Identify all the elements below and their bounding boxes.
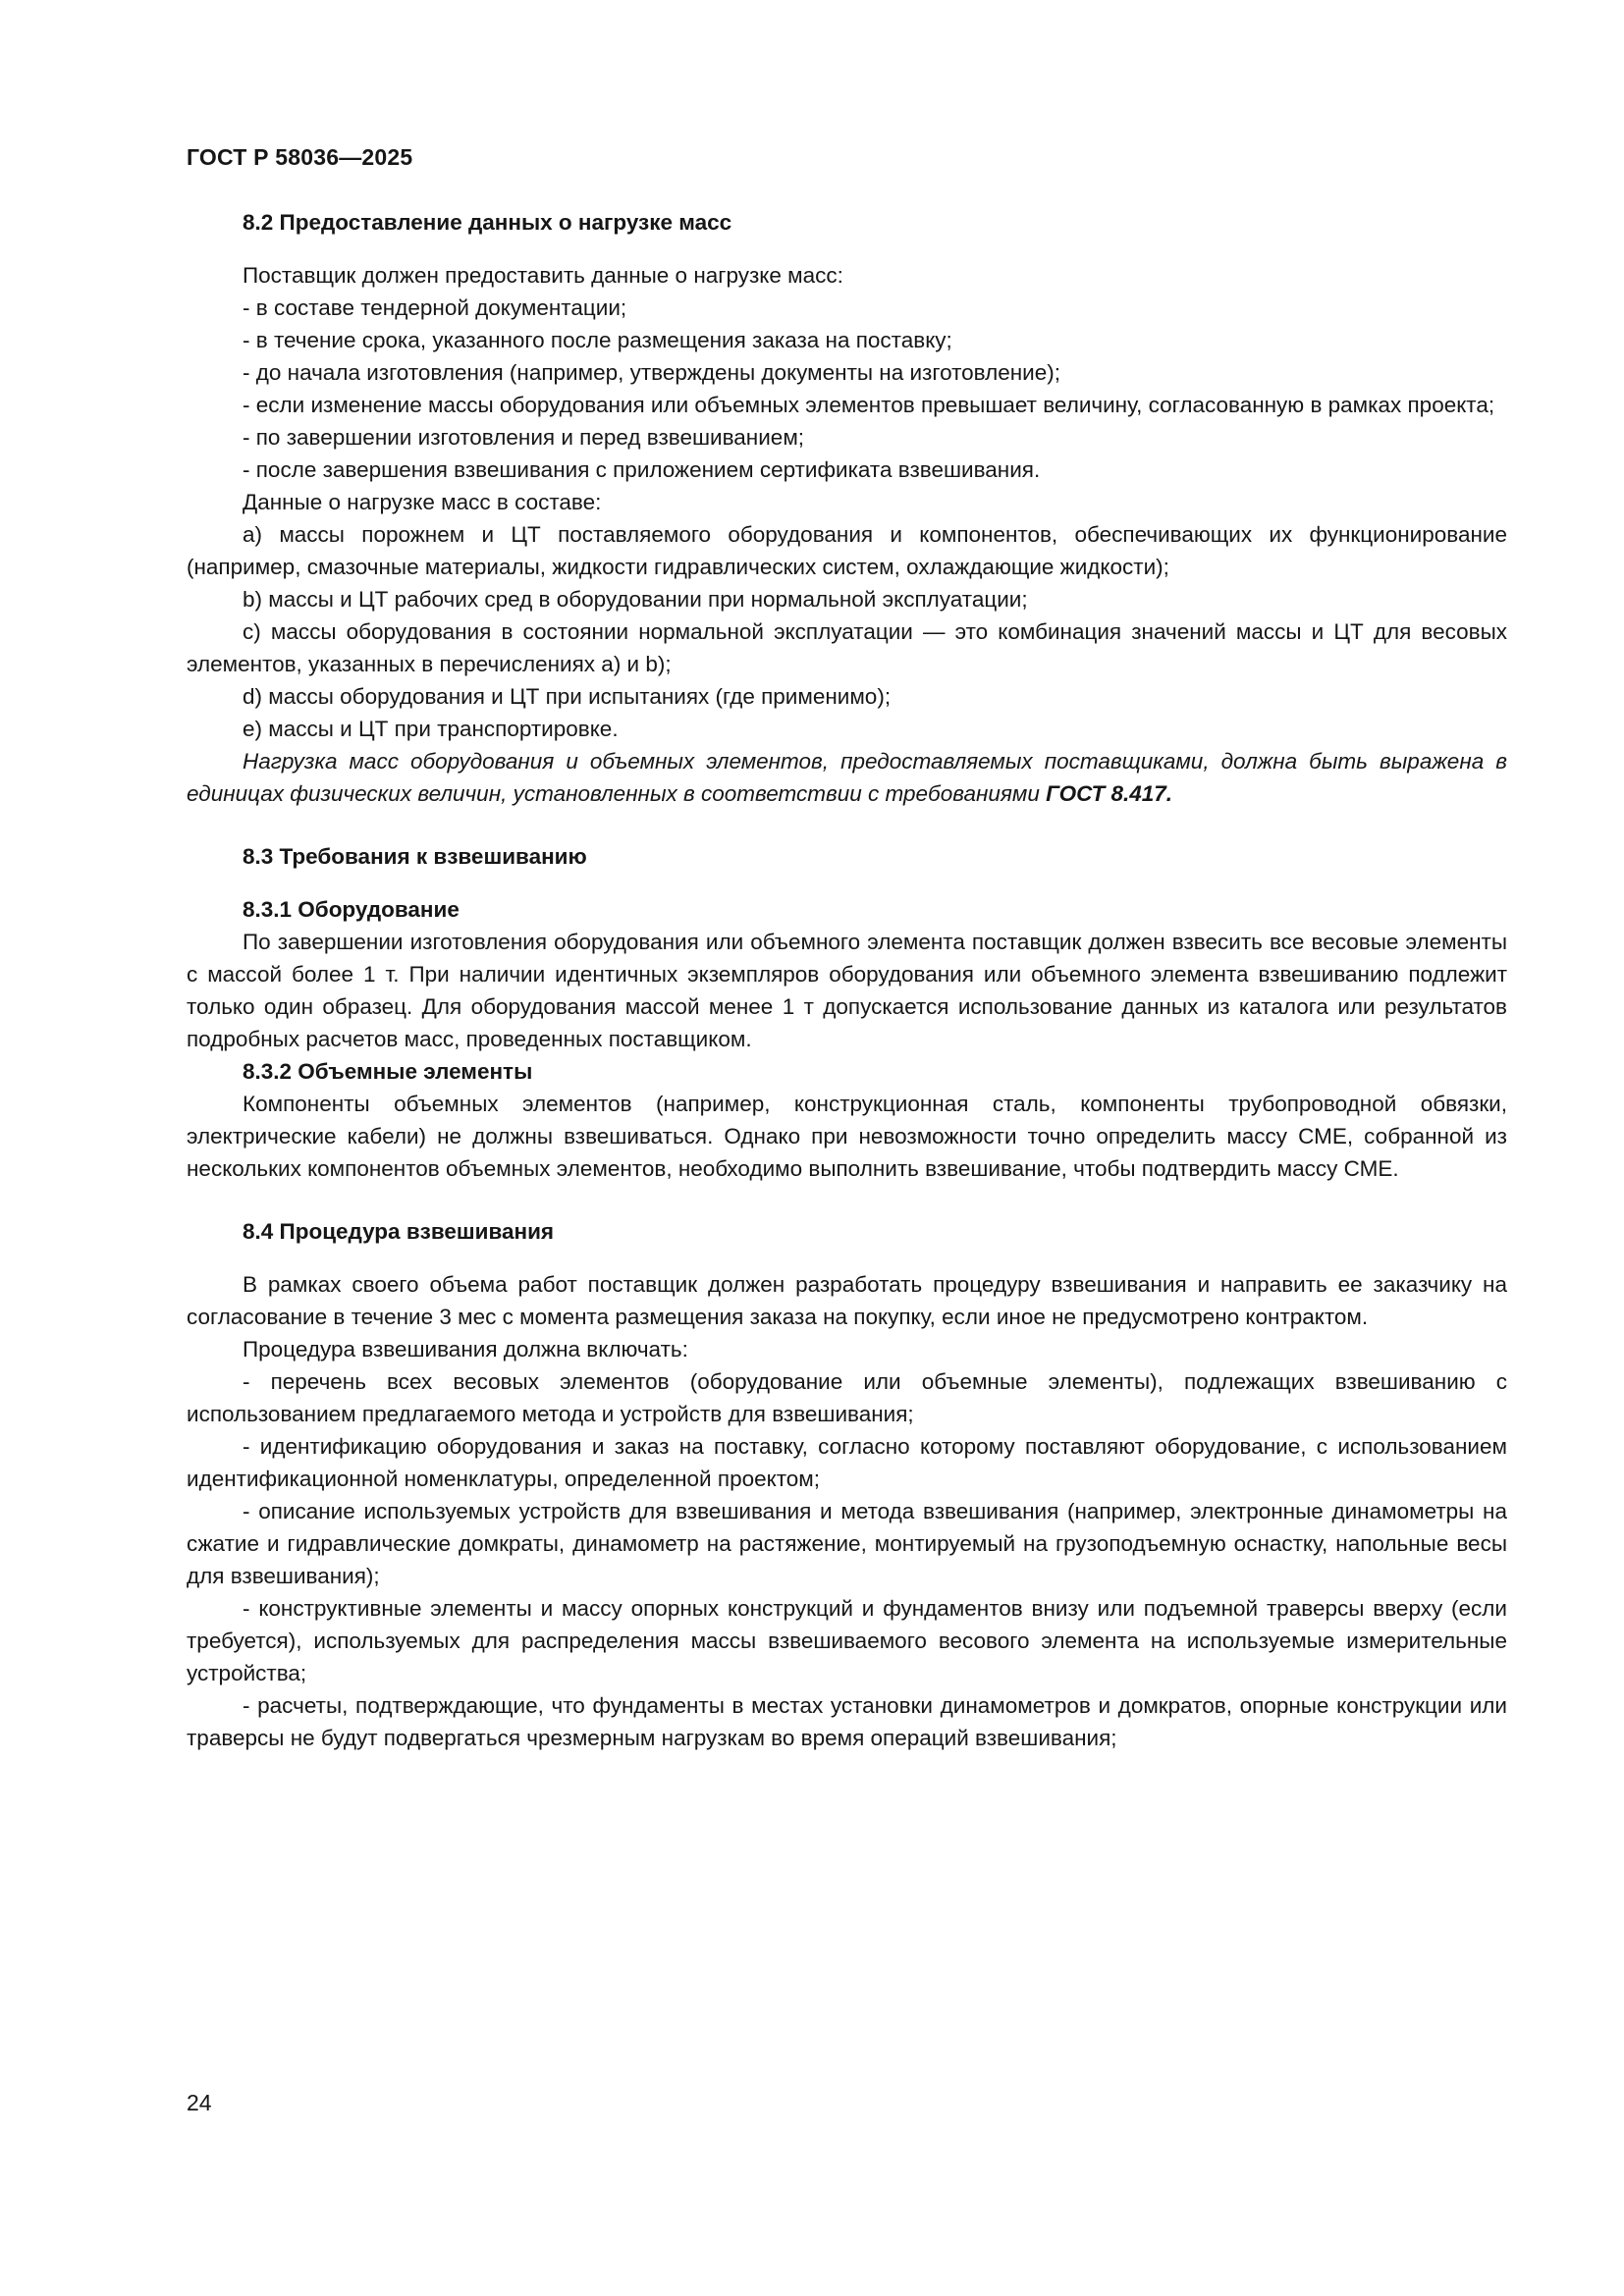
paragraph: Данные о нагрузке масс в составе: <box>243 490 602 514</box>
paragraph: - идентификацию оборудования и заказ на поставку, согласно которому поставляют оборудование, с использованием идентификационной номенклатуры, определенной проектом; <box>187 1434 1507 1491</box>
paragraph: По завершении изготовления оборудования или объемного элемента поставщик должен взвесить все весовые элементы с массой более 1 т. При наличии идентичных экземпляров оборудования или объемного элемента взвешиванию подлежит только один образец. Для оборудования массой менее 1 т допускается использование данных из каталога или результатов подробных расчетов масс, проведенных поставщиком. <box>187 930 1507 1051</box>
paragraph: b) массы и ЦТ рабочих сред в оборудовании при нормальной эксплуатации; <box>243 587 1028 612</box>
paragraph: - расчеты, подтверждающие, что фундаменты в местах установки динамометров и домкратов, опорные конструкции или траверсы не будут подвергаться чрезмерным нагрузкам во время операций взвешивания; <box>187 1693 1507 1750</box>
subsection-heading: 8.3.1 Оборудование <box>243 897 460 922</box>
paragraph: а) массы порожнем и ЦТ поставляемого оборудования и компонентов, обеспечивающих их функционирование (например, смазочные материалы, жидкости гидравлических систем, охлаждающие жидкости); <box>187 522 1507 579</box>
paragraph: Процедура взвешивания должна включать: <box>243 1337 688 1362</box>
paragraph: d) массы оборудования и ЦТ при испытаниях (где применимо); <box>243 684 892 709</box>
paragraph: В рамках своего объема работ поставщик должен разработать процедуру взвешивания и направить ее заказчику на согласование в течение 3 мес с момента размещения заказа на покупку, если иное не предусмотрено контрактом. <box>187 1272 1507 1329</box>
note-paragraph: Нагрузка масс оборудования и объемных элементов, предоставляемых поставщиками, должна быть выражена в единицах физических величин, установленных в соответствии с требованиями ГОСТ 8.417. <box>187 749 1507 806</box>
paragraph: - после завершения взвешивания с приложением сертификата взвешивания. <box>243 457 1041 482</box>
paragraph: - до начала изготовления (например, утверждены документы на изготовление); <box>243 360 1060 385</box>
paragraph: - конструктивные элементы и массу опорных конструкций и фундаментов внизу или подъемной траверсы вверху (если требуется), используемых для распределения массы взвешиваемого весового элемента на используемые измерительные устройства; <box>187 1596 1507 1685</box>
paragraph: Компоненты объемных элементов (например, конструкционная сталь, компоненты трубопроводной обвязки, электрические кабели) не должны взвешиваться. Однако при невозможности точно определить массу СМЕ, собранной из нескольких компонентов объемных элементов, необходимо выполнить взвешивание, чтобы подтвердить массу СМЕ. <box>187 1092 1507 1181</box>
paragraph: - в составе тендерной документации; <box>243 295 627 320</box>
document-content <box>187 206 1507 1754</box>
paragraph: c) массы оборудования в состоянии нормальной эксплуатации — это комбинация значений массы и ЦТ для весовых элементов, указанных в перечислениях а) и b); <box>187 619 1507 676</box>
paragraph: - в течение срока, указанного после размещения заказа на поставку; <box>243 328 952 352</box>
standard-reference: ГОСТ 8.417. <box>1046 781 1173 806</box>
paragraph: - перечень всех весовых элементов (оборудование или объемные элементы), подлежащих взвешиванию с использованием предлагаемого метода и устройств для взвешивания; <box>187 1369 1507 1426</box>
paragraph: e) массы и ЦТ при транспортировке. <box>243 717 619 741</box>
paragraph: - описание используемых устройств для взвешивания и метода взвешивания (например, электронные динамометры на сжатие и гидравлические домкраты, динамометр на растяжение, монтируемый на грузоподъемную оснастку, напольные весы для взвешивания); <box>187 1499 1507 1588</box>
paragraph: Поставщик должен предоставить данные о нагрузке масс: <box>243 263 843 288</box>
section-heading: 8.3 Требования к взвешиванию <box>243 844 587 869</box>
subsection-heading: 8.3.2 Объемные элементы <box>243 1059 533 1084</box>
document-header-standard-number: ГОСТ Р 58036—2025 <box>187 144 413 170</box>
section-heading: 8.4 Процедура взвешивания <box>243 1219 555 1244</box>
paragraph: - по завершении изготовления и перед взвешиванием; <box>243 425 805 450</box>
page-number: 24 <box>187 2090 212 2115</box>
section-heading: 8.2 Предоставление данных о нагрузке масс <box>243 210 732 235</box>
paragraph: - если изменение массы оборудования или объемных элементов превышает величину, согласованную в рамках проекта; <box>243 393 1495 417</box>
